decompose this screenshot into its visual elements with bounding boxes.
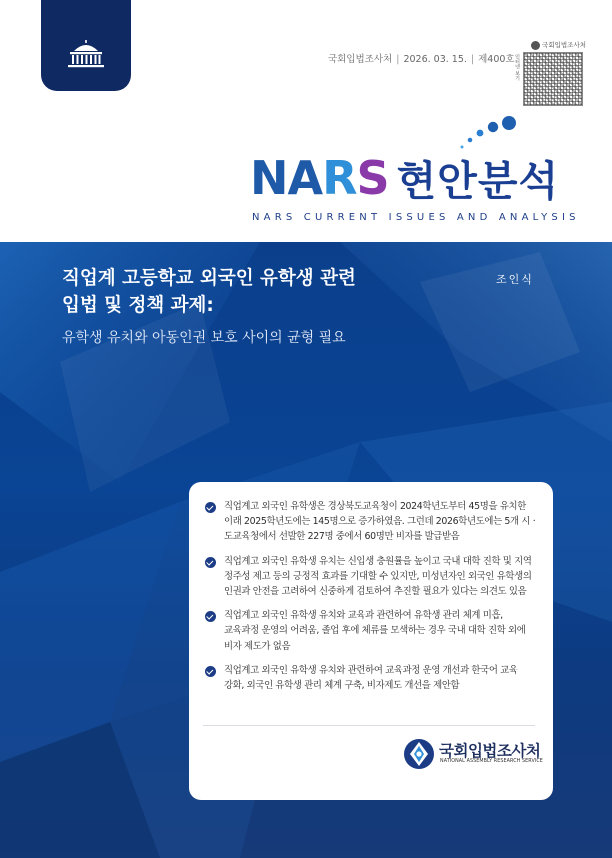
qr-side-text: 인터넷 보기 [514,54,520,81]
footer-logo-korean: 국회입법조사처 [439,742,541,760]
summary-point: 직업계고 외국인 유학생 유치는 신입생 충원률을 높이고 국내 대학 진학 및 지역 정주성 제고 등의 긍정적 효과를 기대할 수 있지만, 미성년자인 외국인 유학생의 인권과 안전을 고려하여 신중하게 검토하여 추진할 필요가 있다는 의견도 있음 [205,554,537,600]
report-title [62,265,442,319]
report-title-line2: 입법 및 정책 과제: [62,295,214,316]
nars-emblem-icon [403,738,435,770]
check-circle-icon [205,666,216,677]
national-assembly-building-icon [66,40,106,70]
qr-label: 국회입법조사처 [511,40,586,50]
series-english-title: NARS CURRENT ISSUES AND ANALYSIS [252,212,580,223]
footer-logo-english: NATIONAL ASSEMBLY RESEARCH SERVICE [440,759,543,764]
qr-code-icon[interactable] [523,52,583,106]
nars-brand-wordmark [250,148,559,206]
summary-point: 직업계고 외국인 유학생 유치와 교육과 관련하여 유학생 관리 체계 미흡, 교육과정 운영의 어려움, 졸업 후에 체류를 모색하는 경우 국내 대학 진학 외에 비자 제도가 없음 [205,608,537,654]
issue-date: 2026. 03. 15. [403,54,467,65]
check-circle-icon [205,611,216,622]
summary-point: 직업계고 외국인 유학생은 경상북도교육청이 2024학년도부터 45명을 유치한 이래 2025학년도에는 145명으로 증가하였음. 그런데 2026학년도에는 5개 시 · 도교육청에서 선발한 227명 중에서 60명만 비자를 발급받음 [205,499,537,545]
nars-mini-icon [531,41,540,50]
card-divider [203,725,535,726]
qr-code-block[interactable] [511,40,586,110]
check-circle-icon [205,557,216,568]
issue-info: 국회입법조사처 | 2026. 03. 15. | 제400호 [328,54,515,65]
check-circle-icon [205,502,216,513]
series-title: 현안분석 [396,157,560,205]
summary-card [189,482,553,800]
issue-number: 제400호 [478,54,515,65]
assembly-logo-tab [41,0,131,91]
nars-footer-logo [403,736,543,776]
report-title-line1: 직업계 고등학교 외국인 유학생 관련 [62,268,356,289]
publisher-name: 국회입법조사처 [328,54,393,65]
nars-logo-text: NARS [250,150,389,205]
summary-point: 직업계고 외국인 유학생 유치와 관련하여 교육과정 운영 개선과 한국어 교육 강화, 외국인 유학생 관리 체계 구축, 비자제도 개선을 제안함 [205,663,537,693]
report-subtitle: 유학생 유치와 아동인권 보호 사이의 균형 필요 [62,330,346,346]
report-author: 조인식 [496,273,534,286]
